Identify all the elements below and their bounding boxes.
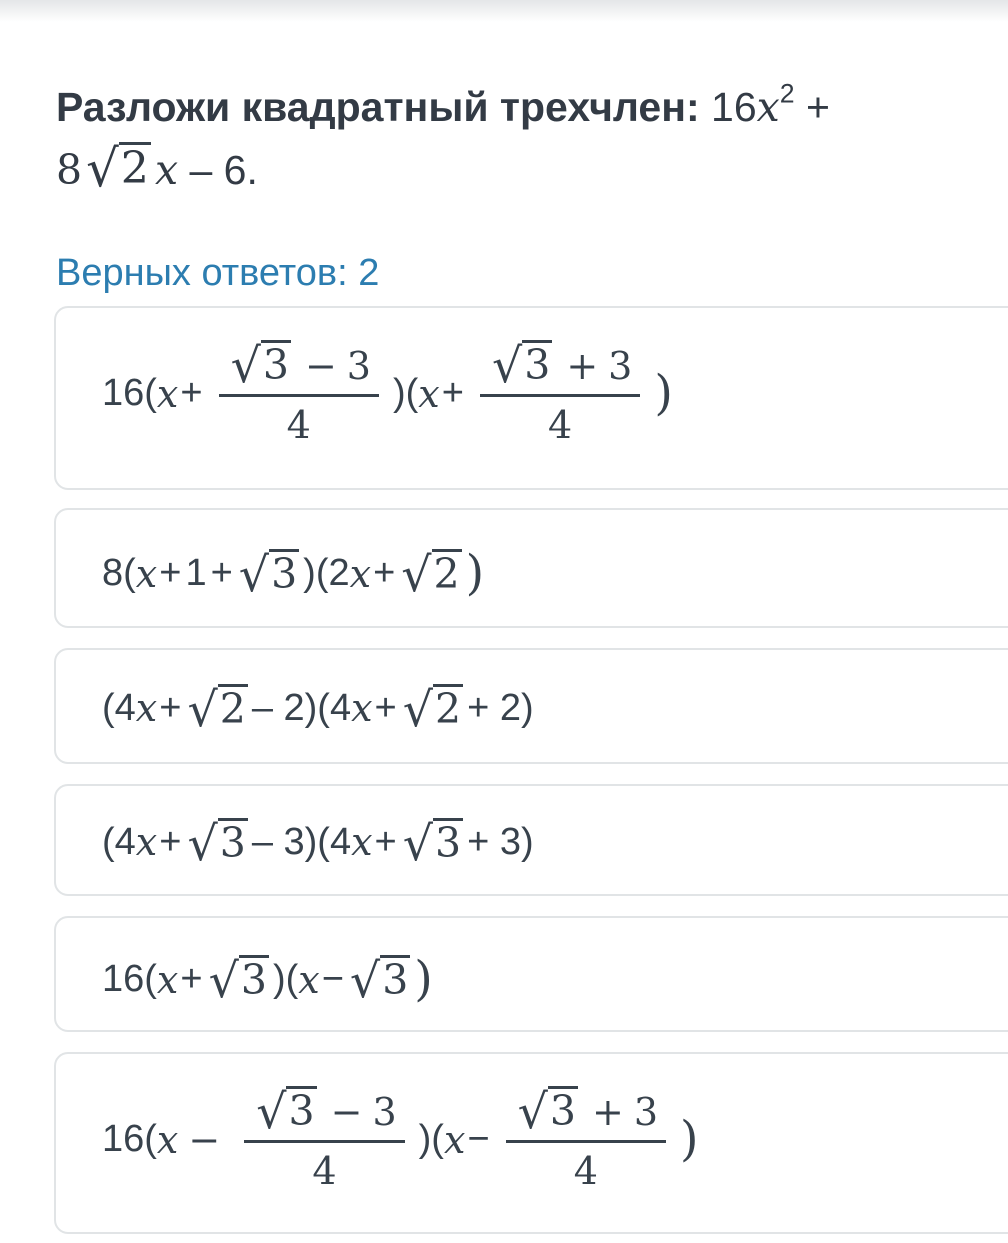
question-text [56, 76, 956, 202]
q-plus: + [806, 84, 830, 130]
q-var: x [756, 83, 780, 131]
option-3-expression: ( 4 x + √ 2 – 2)(4 x + √ 2 + 2) [102, 682, 534, 738]
answer-option-1[interactable] [54, 306, 1008, 490]
option-4-expression: ( 4 x + √ 3 – 3)(4 x + √ 3 + 3) [102, 816, 534, 872]
answer-option-3[interactable] [54, 648, 1008, 764]
fraction: √ 3 + 3 4 [480, 340, 640, 447]
fraction: √ 3 + 3 4 [506, 1086, 666, 1193]
fraction: √ 3 − 3 4 [244, 1086, 404, 1193]
q-power: 2 [779, 78, 795, 109]
answer-option-5[interactable] [54, 916, 1008, 1032]
q-sqrt: √ 2 [86, 139, 149, 199]
option-2-expression: 8( x + 1 + √ 3 )(2 x + √ 2 ) [102, 546, 485, 604]
option-5-expression: 16( x + √ 3 )( x − √ 3 ) [102, 952, 433, 1010]
option-1-expression: 16( x + √ 3 − 3 4 )( x + √ 3 + 3 4 ) [102, 338, 673, 448]
q-var-2: x [154, 146, 179, 194]
answer-option-2[interactable] [54, 508, 1008, 628]
option-6-expression: 16( x − √ 3 − 3 4 )( x − √ 3 + 3 4 ) [102, 1084, 699, 1194]
answer-option-6[interactable] [54, 1052, 1008, 1234]
top-shadow [0, 0, 1008, 22]
q-coef-8: 8 [56, 146, 83, 194]
q-coef-16: 16 [711, 84, 757, 130]
q-tail: – 6. [189, 147, 258, 193]
answer-option-4[interactable] [54, 784, 1008, 896]
correct-answers-count: Верных ответов: 2 [56, 252, 380, 294]
fraction: √ 3 − 3 4 [219, 340, 379, 447]
question-lead: Разложи квадратный трехчлен: [56, 84, 700, 130]
